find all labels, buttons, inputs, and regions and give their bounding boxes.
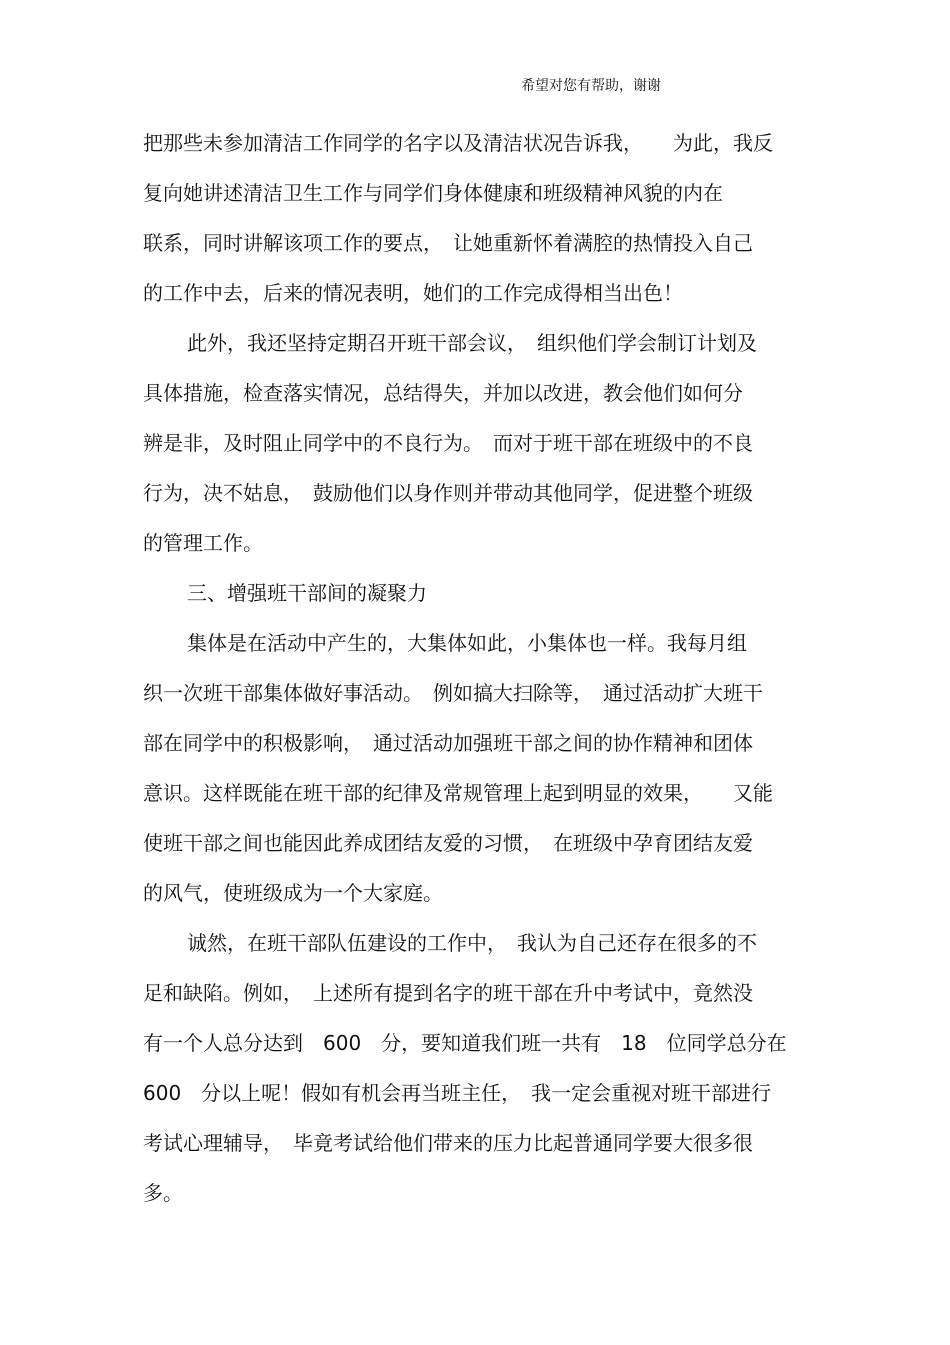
text-line: 有一个人总分达到 600 分，要知道我们班一共有 18 位同学总分在 [143,1031,787,1055]
text-line: 此外，我还坚持定期召开班干部会议， 组织他们学会制订计划及 [187,331,757,355]
text-line: 部在同学中的积极影响， 通过活动加强班干部之间的协作精神和团体 [143,731,753,755]
text-line: 织一次班干部集体做好事活动。 例如搞大扫除等， 通过活动扩大班干 [143,681,763,705]
text-line: 行为，决不姑息， 鼓励他们以身作则并带动其他同学，促进整个班级 [143,481,753,505]
text-line: 使班干部之间也能因此养成团结友爱的习惯， 在班级中孕育团结友爱 [143,831,753,855]
text-line: 辨是非，及时阻止同学中的不良行为。 而对于班干部在班级中的不良 [143,431,753,455]
text-line: 诚然，在班干部队伍建设的工作中， 我认为自己还存在很多的不 [187,931,757,955]
text-line: 600 分以上呢！假如有机会再当班主任， 我一定会重视对班干部进行 [143,1081,772,1105]
text-line: 意识。这样既能在班干部的纪律及常规管理上起到明显的效果， 又能 [143,781,773,805]
text-line: 的风气，使班级成为一个大家庭。 [143,881,443,905]
section-heading: 三、增强班干部间的凝聚力 [187,581,427,605]
text-line: 多。 [143,1181,183,1205]
text-line: 的管理工作。 [143,531,263,555]
text-line: 联系，同时讲解该项工作的要点， 让她重新怀着满腔的热情投入自己 [143,231,753,255]
text-line: 复向她讲述清洁卫生工作与同学们身体健康和班级精神风貌的内在 [143,181,723,205]
text-line: 把那些未参加清洁工作同学的名字以及清洁状况告诉我， 为此，我反 [143,131,773,155]
text-line: 足和缺陷。例如， 上述所有提到名字的班干部在升中考试中，竟然没 [143,981,753,1005]
text-line: 集体是在活动中产生的，大集体如此，小集体也一样。我每月组 [187,631,747,655]
page-header-note: 希望对您有帮助，谢谢 [521,78,661,94]
text-line: 的工作中去，后来的情况表明，她们的工作完成得相当出色！ [143,281,683,305]
text-line: 具体措施，检查落实情况，总结得失，并加以改进，教会他们如何分 [143,381,743,405]
text-line: 考试心理辅导， 毕竟考试给他们带来的压力比起普通同学要大很多很 [143,1131,753,1155]
